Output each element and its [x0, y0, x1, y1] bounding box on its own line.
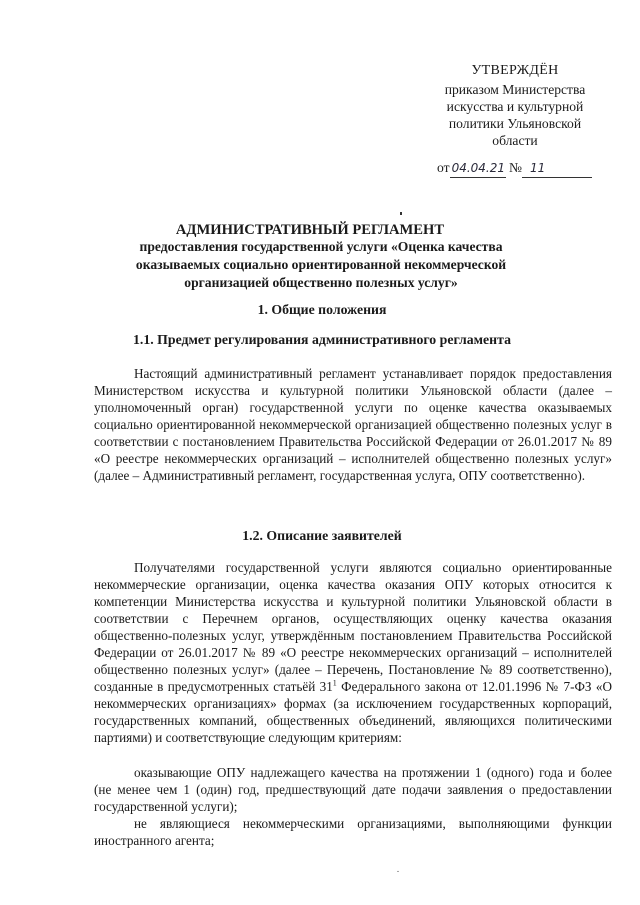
approval-line: области	[492, 133, 538, 148]
paragraph-applicants-text: Получателями государственной услуги являются социально ориентированные некоммерческие организации, оценка качества оказания ОПУ которых относится к компетенции Министерства искусства и культурной политики Ульяновской области в соответствии с Перечнем органов, осуществляющих оценку качества оказания общественно-полезных услуг, утверждённым постановлением Правительства Российской Федерации от 26.01.2017 № 89 «О реестре некоммерческих организаций – исполнителей общественно полезных услуг» (далее – Перечень, Постановление № 89 соответственно), созданные в предусмотренных статьёй 31	[94, 560, 612, 695]
paragraph-applicants	[94, 559, 612, 747]
approval-title: УТВЕРЖДЁН	[471, 63, 559, 78]
section-heading-subject: 1.1. Предмет регулирования административного регламента	[133, 332, 511, 347]
paragraph-applicants-text-cont: Федерального закона от 12.01.1996 № 7-ФЗ «О некоммерческих организациях» формах (за исключением государственных корпораций, государственных компаний, общественных объединений, являющихся политическими партиями) и соответствующие следующим критериям:	[94, 679, 612, 746]
paragraph-criterion-agent: не являющиеся некоммерческими организациями, выполняющими функции иностранного агента;	[94, 816, 612, 849]
paragraph-subject: Настоящий административный регламент устанавливает порядок предоставления Министерством искусства и культурной политики Ульяновской области (далее – уполномоченный орган) государственной услуги по оценке качества оказываемых социально ориентированной некоммерческой организацией общественно полезных услуг в соответствии с постановлением Правительства Российской Федерации от 26.01.2017 № 89 «О реестре некоммерческих организаций – исполнителей общественно полезных услуг» (далее – Административный регламент, государственная услуга, ОПУ соответственно).	[94, 366, 612, 484]
paragraph-criterion-quality: оказывающие ОПУ надлежащего качества на протяжении 1 (одного) года и более (не менее чем 1 (один) год, предшествующий дате подачи заявления о предоставлении государственной услуги);	[94, 765, 612, 815]
page-mark: .	[396, 864, 400, 874]
approval-line: политики Ульяновской	[448, 116, 582, 131]
document-title: АДМИНИСТРАТИВНЫЙ РЕГЛАМЕНТ	[175, 222, 445, 238]
article-superscript: 1	[332, 678, 337, 688]
scan-speck	[400, 212, 402, 215]
section-heading-general: 1. Общие положения	[257, 302, 387, 317]
approval-line: приказом Министерства	[444, 82, 586, 97]
order-reference	[437, 159, 617, 178]
order-number-handwritten: 11	[522, 160, 592, 178]
order-date-handwritten: 04.04.21	[450, 160, 506, 178]
approval-line: искусства и культурной	[446, 99, 584, 114]
approval-stamp	[420, 62, 610, 149]
document-subtitle: предоставления государственной услуги «Оценка качества оказываемых социально ориентированной некоммерческой организацией общественно полезных услуг»	[135, 239, 507, 290]
order-prefix: от	[437, 160, 450, 175]
order-number-sign: №	[508, 160, 522, 175]
section-heading-applicants: 1.2. Описание заявителей	[242, 528, 402, 543]
